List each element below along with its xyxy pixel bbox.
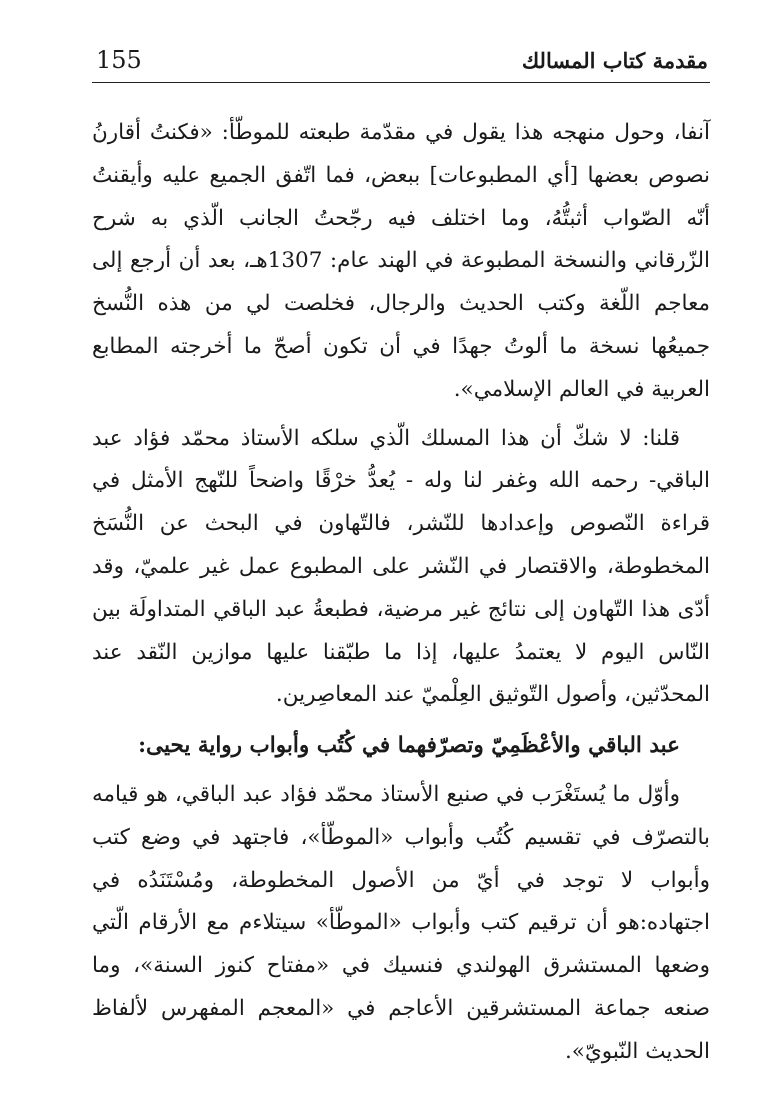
paragraph: آنفا، وحول منهجه هذا يقول في مقدّمة طبعته للموطّأ: «فكنتُ أقارنُ نصوص بعضها [أي المطبوعات] ببعض، فما اتّفق الجميع عليه وأيقنتُ أنّه الصّواب أثبتُّهُ، وما اختلف فيه رجّحتُ الجانب الّذي به شرح الزّرقاني والنسخة المطبوعة في الهند عام: 1307هـ، بعد أن أرجع إلى معاجم اللّغة وكتب الحديث والرجال، فخلصت لي من هذه النُّسخ جميعُها نسخة ما ألوتُ جهدًا في أن تكون أصحّ ما أخرجته المطابع العربية في العالم الإسلامي». (92, 120, 710, 402)
body-text (92, 112, 710, 1074)
page-number: 155 (96, 46, 142, 74)
section-heading: عبد الباقي والأعْظَمِيّ وتصرّفهما في كُتُب وأبواب رواية يحيى: (138, 733, 680, 759)
running-header (92, 42, 710, 83)
paragraph: وأوّل ما يُستَغْرَب في صنيع الأستاذ محمّد فؤاد عبد الباقي، هو قيامه بالتصرّف في تقسيم كُتُب وأبواب «الموطّأ»، فاجتهد في وضع كتب وأبواب لا توجد في أيّ من الأصول المخطوطة، ومُسْتَنَدُه في اجتهاده:هو أن ترقيم كتب وأبواب «الموطّأ» سيتلاءم مع الأرقام الّتي وضعها المستشرق الهولندي فنسيك في «مفتاح كنوز السنة»، وما صنعه جماعة المستشرقين الأعاجم في «المعجم المفهرس لألفاظ الحديث النّبويّ». (92, 781, 710, 1064)
paragraph: قلنا: لا شكّ أن هذا المسلك الّذي سلكه الأستاذ محمّد فؤاد عبد الباقي- رحمه الله وغفر لنا وله - يُعدُّ خرْقًا واضحاً للنّهج الأمثل في قراءة النّصوص وإعدادها للنّشر، فالتّهاون في البحث عن النُّسَخ المخطوطة، والاقتصار في النّشر على المطبوع عمل غير علميّ، وقد أدّى هذا التّهاون إلى نتائج غير مرضية، فطبعةُ عبد الباقي المتداولَة بين النّاس اليوم لا يعتمدُ عليها، إذا ما طبّقنا عليها موازين النّقد عند المحدّثين، وأصول التّوثيق العِلْميّ عند المعاصِرين. (92, 425, 710, 708)
running-title: مقدمة كتاب المسالك (521, 48, 708, 73)
